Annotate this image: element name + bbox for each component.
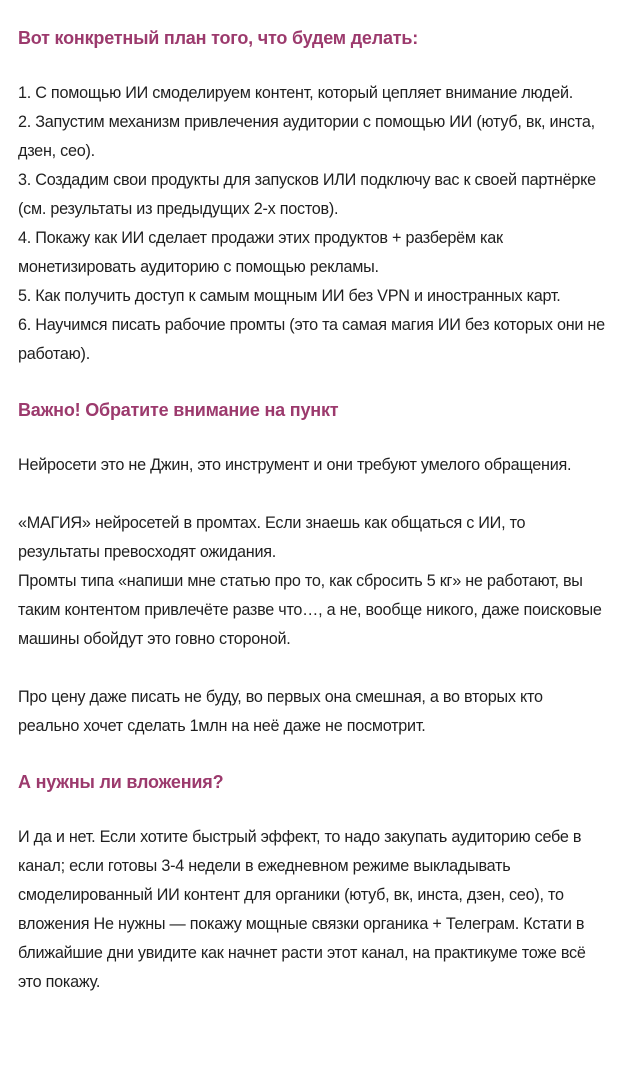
spacer [18, 796, 608, 823]
paragraph-price: Про цену даже писать не буду, во первых она смешная, а во вторых кто реально хочет сделать 1млн на неё даже не посмотрит. [18, 688, 543, 735]
plan-item-3: 3. Создадим свои продукты для запусков ИЛИ подключу вас к своей партнёрке (см. результаты из предыдущих 2-х постов). [18, 171, 596, 218]
paragraph-magic-2: Промты типа «напиши мне статью про то, как сбросить 5 кг» не работают, вы таким контентом привлечёте разве что…, а не, вообще никого, даже поисковые машины обойдут это говно стороной. [18, 572, 602, 648]
heading-plan: Вот конкретный план того, что будем делать: [18, 28, 419, 48]
spacer [18, 741, 608, 768]
spacer [18, 654, 608, 683]
heading-investment: А нужны ли вложения? [18, 772, 224, 792]
heading-important: Важно! Обратите внимание на пункт [18, 400, 339, 420]
spacer [18, 424, 608, 451]
plan-item-5: 5. Как получить доступ к самым мощным ИИ без VPN и иностранных карт. [18, 287, 561, 305]
spacer [18, 369, 608, 396]
plan-item-6: 6. Научимся писать рабочие промты (это та самая магия ИИ без которых они не работаю). [18, 316, 605, 363]
plan-item-2: 2. Запустим механизм привлечения аудитории с помощью ИИ (ютуб, вк, инста, дзен, сео). [18, 113, 595, 160]
paragraph-investment: И да и нет. Если хотите быстрый эффект, то надо закупать аудиторию себе в канал; если готовы 3-4 недели в ежедневном режиме выкладывать смоделированный ИИ контент для органики (ютуб, вк, инста, дзен, сео), то вложения Не нужны — покажу мощные связки органика + Телеграм. Кстати в ближайшие дни увидите как начнет расти этот канал, на практикуме тоже всё это покажу. [18, 828, 586, 991]
spacer [18, 480, 608, 509]
spacer [18, 52, 608, 79]
plan-item-1: 1. С помощью ИИ смоделируем контент, который цепляет внимание людей. [18, 84, 574, 102]
plan-item-4: 4. Покажу как ИИ сделает продажи этих продуктов + разберём как монетизировать аудиторию с помощью рекламы. [18, 229, 503, 276]
paragraph-magic-1: «МАГИЯ» нейросетей в промтах. Если знаешь как общаться с ИИ, то результаты превосходят ожидания. [18, 514, 526, 561]
plan-list [18, 79, 608, 369]
paragraph-djinn: Нейросети это не Джин, это инструмент и они требуют умелого обращения. [18, 456, 572, 474]
